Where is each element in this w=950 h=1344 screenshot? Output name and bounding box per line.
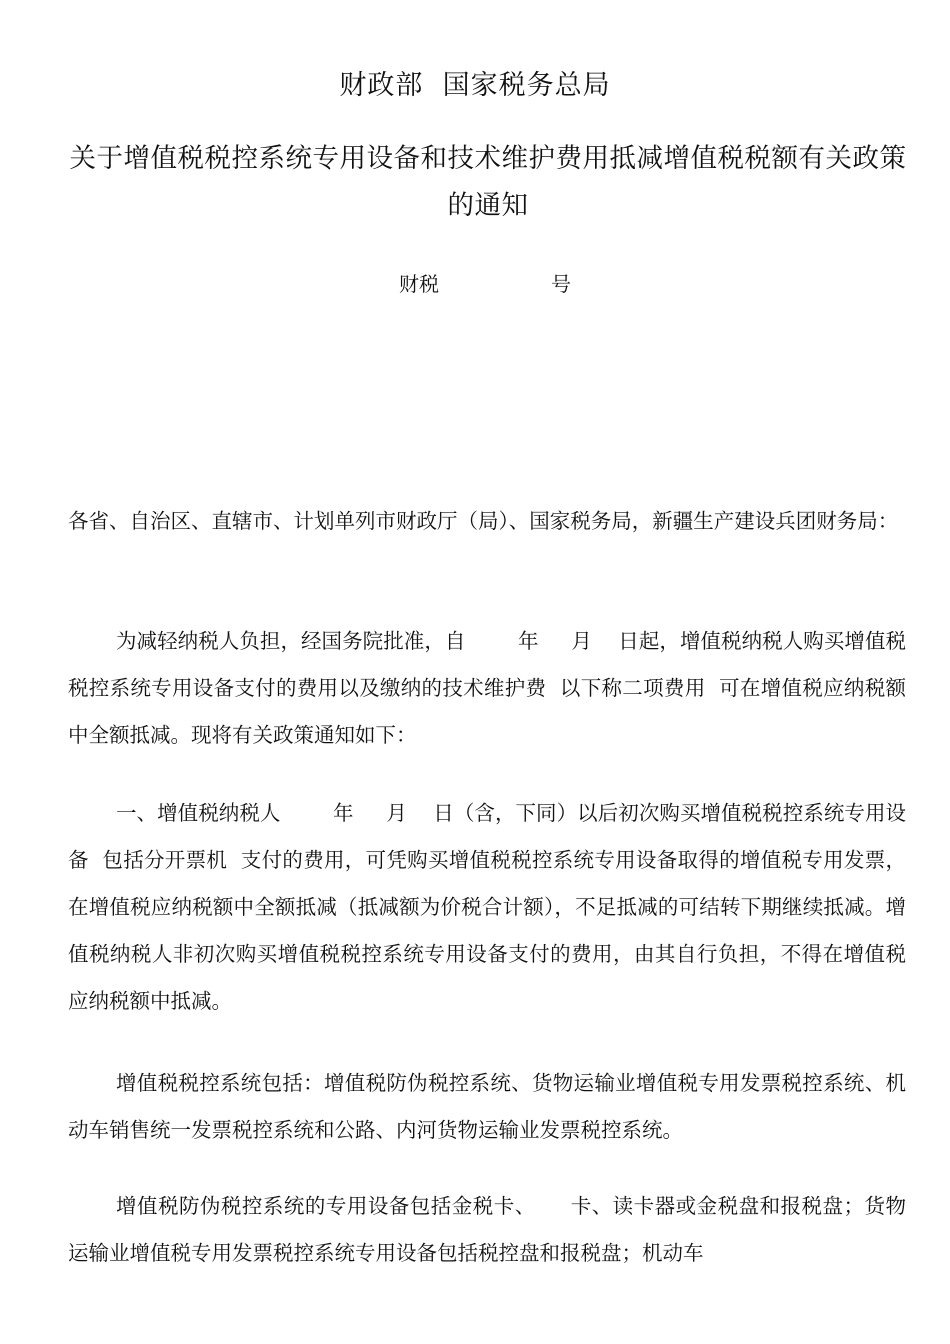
document-number-prefix: 财税 [399,272,439,296]
addressee: 各省、自治区、直辖市、计划单列市财政厅（局）、国家税务局，新疆生产建设兵团财务局： [68,509,899,533]
document-number-suffix: 号 [551,272,571,296]
body-paragraph: 增值税税控系统包括：增值税防伪税控系统、货物运输业增值税专用发票税控系统、机动车销售统一发票税控系统和公路、内河货物运输业发票税控系统。 [68,1071,906,1142]
document-number [0,268,950,298]
body-paragraph: 为减轻纳税人负担，经国务院批准，自 年 月 日起，增值税纳税人购买增值税税控系统专用设备支付的费用以及缴纳的技术维护费 以下称二项费用 可在增值税应纳税额中全额抵减。现将有关政策通知如下： [68,629,906,747]
body-paragraph: 增值税防伪税控系统的专用设备包括金税卡、 卡、读卡器或金税盘和报税盘；货物运输业增值税专用发票税控系统专用设备包括税控盘和报税盘；机动车 [68,1194,906,1265]
body-paragraph: 一、增值税纳税人 年 月 日（含，下同）以后初次购买增值税税控系统专用设备 包括分开票机 支付的费用，可凭购买增值税税控系统专用设备取得的增值税专用发票，在增值税应纳税额中全额抵减（抵减额为价税合计额），不足抵减的可结转下期继续抵减。增值税纳税人非初次购买增值税税控系统专用设备支付的费用，由其自行负担，不得在增值税应纳税额中抵减。 [68,801,906,1013]
issuer-heading: 财政部 国家税务总局 [339,70,611,101]
document-title: 关于增值税税控系统专用设备和技术维护费用抵减增值税税额有关政策的通知 [69,143,907,221]
